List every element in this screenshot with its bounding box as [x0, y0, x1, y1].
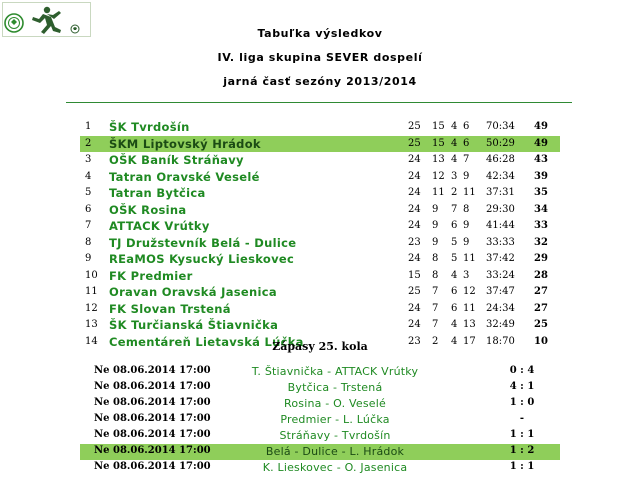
goals-cell: 37:47: [486, 286, 515, 297]
points-cell: 25: [534, 319, 548, 330]
table-row: [80, 169, 560, 186]
match-result: 0 : 4: [509, 365, 535, 376]
team-name: ŠK Turčianská Štiavnička: [109, 318, 279, 332]
wins-cell: 7: [432, 286, 439, 297]
draws-cell: 2: [451, 187, 458, 198]
losses-cell: 11: [463, 187, 476, 198]
draws-cell: 5: [451, 236, 458, 248]
position-cell: 2: [85, 137, 92, 149]
table-row: [80, 251, 560, 268]
match-result: 1 : 0: [509, 397, 535, 408]
losses-cell: 12: [463, 286, 476, 297]
draws-cell: 4: [451, 269, 458, 281]
points-cell: 27: [534, 302, 548, 314]
match-row: [80, 444, 560, 460]
wins-cell: 7: [432, 302, 439, 314]
losses-cell: 8: [463, 203, 470, 215]
wins-cell: 8: [432, 253, 439, 264]
team-name: Tatran Oravské Veselé: [109, 169, 260, 184]
position-cell: 1: [85, 121, 92, 132]
league-name: IV. liga skupina SEVER dospelí: [217, 51, 423, 64]
goals-cell: 50:29: [486, 137, 515, 149]
match-teams: Predmier - L. Lúčka: [280, 413, 390, 426]
match-teams: Stráňavy - Tvrdošín: [279, 429, 391, 442]
goals-cell: 29:30: [486, 203, 515, 215]
goals-cell: 46:28: [486, 154, 515, 165]
position-cell: 4: [85, 170, 92, 182]
match-result: -: [519, 413, 525, 424]
team-name: FK Predmier: [109, 268, 193, 283]
season-label: jarná časť sezóny 2013/2014: [223, 75, 417, 88]
position-cell: 7: [85, 220, 92, 231]
team-name: Tatran Bytčica: [109, 186, 206, 200]
points-cell: 29: [534, 253, 548, 264]
team-name: Cementáreň Lietavská Lúčka: [109, 334, 304, 349]
played-cell: 24: [408, 187, 421, 198]
played-cell: 15: [408, 269, 421, 281]
points-cell: 10: [534, 335, 548, 347]
losses-cell: 3: [463, 269, 470, 281]
wins-cell: 7: [432, 319, 439, 330]
wins-cell: 12: [432, 170, 445, 182]
played-cell: 25: [408, 121, 421, 132]
goals-cell: 37:31: [486, 187, 515, 198]
losses-cell: 6: [463, 121, 470, 132]
played-cell: 24: [408, 170, 421, 182]
team-name: TJ Družstevník Belá - Dulice: [109, 235, 297, 250]
position-cell: 14: [85, 335, 98, 347]
draws-cell: 6: [451, 302, 458, 314]
table-row: [80, 268, 560, 285]
played-cell: 24: [408, 154, 421, 165]
losses-cell: 11: [463, 253, 476, 264]
standings-table: [80, 119, 560, 350]
match-result: 1 : 2: [509, 445, 535, 456]
position-cell: 12: [85, 302, 98, 314]
table-row: [80, 218, 560, 235]
points-cell: 34: [534, 203, 548, 215]
goals-cell: 18:70: [486, 335, 515, 347]
played-cell: 24: [408, 220, 421, 231]
goals-cell: 33:24: [486, 269, 515, 281]
points-cell: 28: [534, 269, 548, 281]
match-date: Ne 08.06.2014 17:00: [94, 413, 211, 424]
round-title: Zápasy 25. kola: [272, 340, 368, 353]
match-row: [80, 380, 560, 396]
divider: [66, 102, 572, 103]
played-cell: 24: [408, 302, 421, 314]
losses-cell: 9: [463, 170, 470, 182]
team-name: OŠK Rosina: [109, 202, 187, 217]
draws-cell: 4: [451, 137, 458, 149]
table-row: [80, 235, 560, 252]
wins-cell: 13: [432, 154, 445, 165]
wins-cell: 15: [432, 121, 445, 132]
match-date: Ne 08.06.2014 17:00: [94, 365, 211, 376]
table-row: [80, 284, 560, 301]
played-cell: 24: [408, 203, 421, 215]
team-name: ŠK Tvrdošín: [109, 120, 190, 134]
position-cell: 13: [85, 319, 98, 330]
wins-cell: 9: [432, 236, 439, 248]
position-cell: 6: [85, 203, 92, 215]
wins-cell: 11: [432, 187, 445, 198]
match-row: [80, 364, 560, 380]
match-result: 4 : 1: [509, 381, 535, 392]
position-cell: 3: [85, 154, 92, 165]
wins-cell: 2: [432, 335, 439, 347]
points-cell: 27: [534, 286, 548, 297]
points-cell: 32: [534, 236, 548, 248]
losses-cell: 13: [463, 319, 476, 330]
played-cell: 25: [408, 286, 421, 297]
points-cell: 39: [534, 170, 548, 182]
match-date: Ne 08.06.2014 17:00: [94, 397, 211, 408]
played-cell: 24: [408, 319, 421, 330]
match-row: [80, 412, 560, 428]
points-cell: 49: [534, 121, 548, 132]
team-name: OŠK Baník Stráňavy: [109, 153, 244, 167]
losses-cell: 9: [463, 236, 470, 248]
goals-cell: 32:49: [486, 319, 515, 330]
losses-cell: 6: [463, 137, 470, 149]
match-teams: Bytčica - Trstená: [287, 381, 383, 394]
position-cell: 8: [85, 236, 92, 248]
position-cell: 10: [85, 269, 98, 281]
match-teams: Rosina - O. Veselé: [284, 397, 386, 410]
match-date: Ne 08.06.2014 17:00: [94, 429, 211, 440]
match-row: [80, 428, 560, 444]
match-date: Ne 08.06.2014 17:00: [94, 461, 211, 472]
match-result: 1 : 1: [509, 461, 535, 472]
losses-cell: 7: [463, 154, 470, 165]
draws-cell: 4: [451, 154, 458, 165]
table-row: [80, 152, 560, 169]
draws-cell: 5: [451, 253, 458, 264]
draws-cell: 6: [451, 286, 458, 297]
points-cell: 49: [534, 137, 548, 149]
wins-cell: 15: [432, 137, 445, 149]
wins-cell: 9: [432, 203, 439, 215]
match-teams: K. Lieskovec - O. Jasenica: [262, 461, 408, 474]
goals-cell: 37:42: [486, 253, 515, 264]
match-row: [80, 460, 560, 476]
losses-cell: 11: [463, 302, 476, 314]
position-cell: 5: [85, 187, 92, 198]
table-row: [80, 301, 560, 318]
played-cell: 23: [408, 236, 421, 248]
goals-cell: 24:34: [486, 302, 515, 314]
team-name: ŠKM Liptovský Hrádok: [109, 136, 261, 151]
played-cell: 25: [408, 137, 421, 149]
match-date: Ne 08.06.2014 17:00: [94, 381, 211, 392]
match-result: 1 : 1: [509, 429, 535, 440]
wins-cell: 8: [432, 269, 439, 281]
goals-cell: 33:33: [486, 236, 515, 248]
points-cell: 43: [534, 154, 548, 165]
wins-cell: 9: [432, 220, 439, 231]
goals-cell: 70:34: [486, 121, 515, 132]
match-teams: Belá - Dulice - L. Hrádok: [265, 445, 405, 458]
table-row: [80, 136, 560, 153]
match-date: Ne 08.06.2014 17:00: [94, 445, 211, 456]
played-cell: 24: [408, 253, 421, 264]
points-cell: 33: [534, 220, 548, 231]
position-cell: 11: [85, 286, 98, 297]
draws-cell: 3: [451, 170, 458, 182]
match-row: [80, 396, 560, 412]
losses-cell: 17: [463, 335, 476, 347]
table-row: [80, 185, 560, 202]
draws-cell: 4: [451, 319, 458, 330]
goals-cell: 41:44: [486, 220, 515, 231]
match-teams: T. Štiavnička - ATTACK Vrútky: [251, 365, 419, 378]
page-title: Tabuľka výsledkov: [257, 27, 383, 40]
draws-cell: 7: [451, 203, 458, 215]
points-cell: 35: [534, 187, 548, 198]
team-name: Oravan Oravská Jasenica: [109, 285, 277, 299]
matches-list: [80, 364, 560, 476]
position-cell: 9: [85, 253, 92, 264]
draws-cell: 4: [451, 335, 458, 347]
team-name: FK Slovan Trstená: [109, 301, 231, 316]
team-name: ATTACK Vrútky: [109, 219, 210, 233]
played-cell: 23: [408, 335, 421, 347]
goals-cell: 42:34: [486, 170, 515, 182]
draws-cell: 4: [451, 121, 458, 132]
losses-cell: 9: [463, 220, 470, 231]
table-row: [80, 119, 560, 136]
team-name: REaMOS Kysucký Lieskovec: [109, 252, 295, 266]
draws-cell: 6: [451, 220, 458, 231]
table-row: [80, 317, 560, 334]
table-row: [80, 202, 560, 219]
